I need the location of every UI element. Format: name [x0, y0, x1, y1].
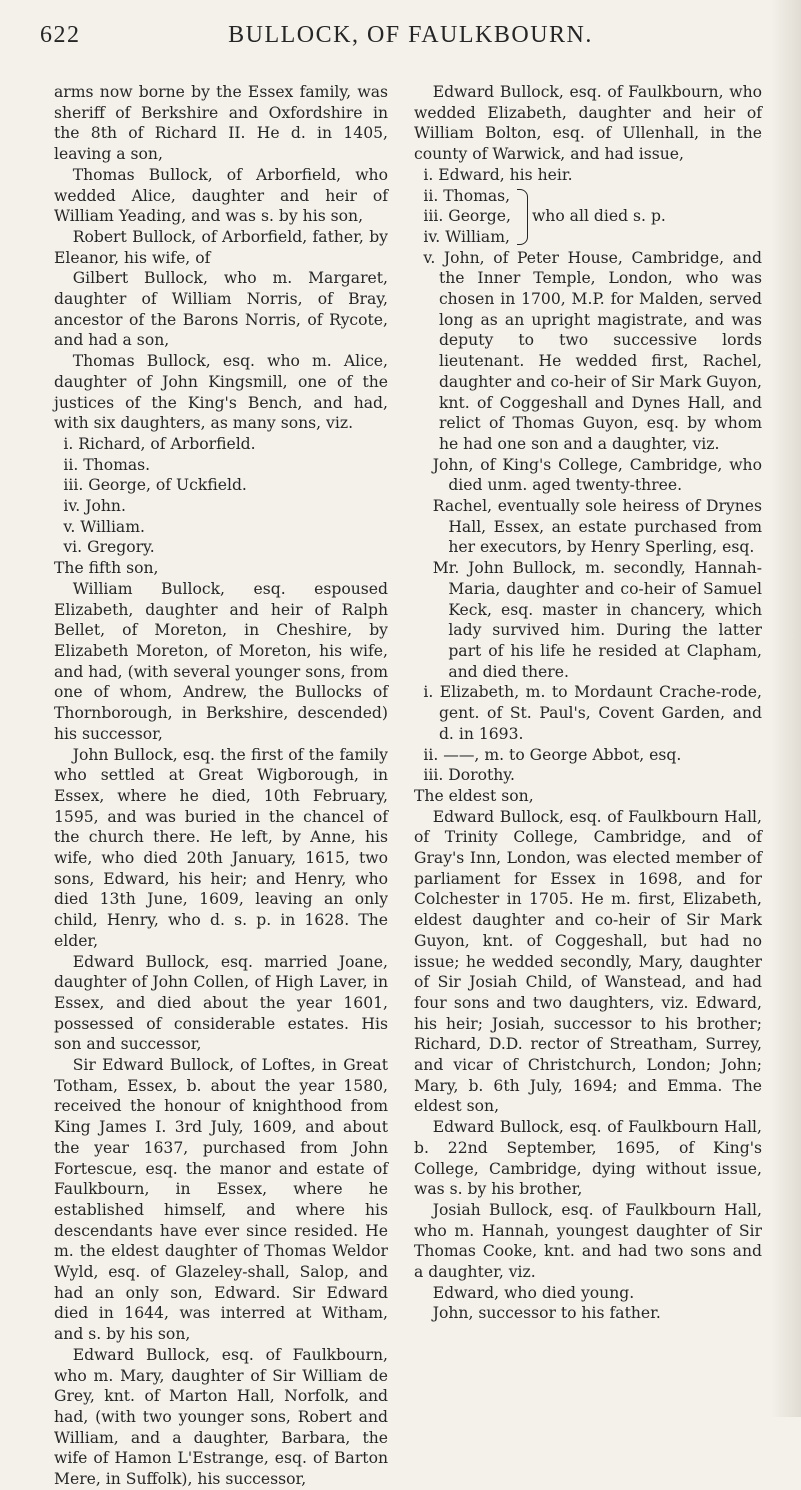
paragraph: John Bullock, esq. the first of the family who settled at Great Wigborough, in Essex, where he died, 10th February, 1595, and was buried in the chancel of the church there. He left, by Anne, his wife, who died 20th January, 1615, two sons, Edward, his heir; and Henry, who died 13th June, 1609, leaving an only child, Henry, who d. s. p. in 1628. The elder,: [54, 745, 388, 950]
paragraph: Thomas Bullock, of Arborfield, who wedded Alice, daughter and heir of William Yeading, and was s. by his son,: [54, 165, 388, 226]
paragraph: The fifth son,: [54, 559, 159, 578]
list-item: iii. George, of Uckfield.: [63, 476, 247, 495]
list-item: iv. William,: [423, 227, 510, 246]
list-item: i. Elizabeth, m. to Mordaunt Crache-rode, gent. of St. Paul's, Covent Garden, and d. in 1693.: [423, 683, 762, 743]
brace-icon: [517, 189, 528, 245]
list-item: Edward, who died young.: [432, 1283, 635, 1302]
paragraph: Thomas Bullock, esq. who m. Alice, daughter of John Kingsmill, one of the justices of the King's Bench, and had, with six daughters, as many sons, viz.: [54, 352, 388, 433]
list-item: ii. Thomas,: [423, 186, 511, 205]
list-item: ii. Thomas.: [63, 455, 151, 474]
list-item: John, successor to his father.: [432, 1304, 661, 1323]
paragraph: Edward Bullock, esq. of Faulkbourn Hall, b. 22nd September, 1695, of King's College, Cambridge, dying without issue, was s. by his brother,: [414, 1118, 762, 1199]
bracketed-sons: [414, 186, 762, 248]
list-item: i. Richard, of Arborfield.: [63, 434, 256, 453]
list-item: iii. George,: [423, 207, 511, 226]
list-item: iv. John.: [63, 497, 126, 516]
brace-list: [423, 186, 511, 248]
list-item: John, of King's College, Cambridge, who died unm. aged twenty-three.: [432, 455, 762, 495]
list-item: i. Edward, his heir.: [423, 165, 573, 184]
paragraph: Edward Bullock, esq. of Faulkbourn Hall, of Trinity College, Cambridge, and of Gray's Inn, London, was elected member of parliament for Essex in 1698, and for Colchester in 1705. He m. first, Elizabeth, eldest daughter and co-heir of Sir Mark Guyon, knt. of Coggeshall, but had no issue; he wedded secondly, Mary, daughter of Sir Josiah Child, of Wanstead, and had four sons and two daughters, viz. Edward, his heir; Josiah, successor to his brother; Richard, D.D. rector of Streatham, Surrey, and vicar of Christchurch, London; John; Mary, b. 6th July, 1694; and Emma. The eldest son,: [414, 807, 762, 1116]
list-item: Rachel, eventually sole heiress of Drynes Hall, Essex, an estate purchased from her executors, by Henry Sperling, esq.: [432, 497, 762, 557]
paragraph: Robert Bullock, of Arborfield, father, by Eleanor, his wife, of: [54, 227, 388, 267]
paragraph: arms now borne by the Essex family, was sheriff of Berkshire and Oxfordshire in the 8th of Richard II. He d. in 1405, leaving a son,: [54, 83, 388, 164]
paragraph: Edward Bullock, esq. of Faulkbourn, who wedded Elizabeth, daughter and heir of William Bolton, esq. of Ullenhall, in the county of Warwick, and had issue,: [414, 83, 762, 164]
list-item: v. John, of Peter House, Cambridge, and the Inner Temple, London, who was chosen in 1700, M.P. for Malden, served long as an upright magistrate, and was deputy to two successive lords lieutenant. He wedded first, Rachel, daughter and co-heir of Sir Mark Guyon, knt. of Coggeshall and Dynes Hall, and relict of Thomas Guyon, esq. by whom he had one son and a daughter, viz.: [423, 248, 762, 453]
paragraph: The eldest son,: [414, 786, 534, 805]
list-item: ii. ——, m. to George Abbot, esq.: [423, 745, 682, 764]
paragraph: William Bullock, esq. espoused Elizabeth, daughter and heir of Ralph Bellet, of Moreton, in Cheshire, by Elizabeth Moreton, of Moreton, his wife, and had, (with several younger sons, from one of whom, Andrew, the Bullocks of Thornborough, in Berkshire, descended) his successor,: [54, 579, 388, 743]
page-number: 622: [40, 22, 81, 48]
running-title: BULLOCK, OF FAULKBOURN.: [228, 22, 593, 48]
list-item: iii. Dorothy.: [423, 766, 515, 785]
paragraph: Edward Bullock, esq. of Faulkbourn, who m. Mary, daughter of Sir William de Grey, knt. of Marton Hall, Norfolk, and had, (with two younger sons, Robert and William, and a daughter, Barbara, the wife of Hamon L'Estrange, esq. of Barton Mere, in Suffolk), his successor,: [54, 1345, 388, 1489]
list-item: Mr. John Bullock, m. secondly, Hannah-Maria, daughter and co-heir of Samuel Keck, esq. master in chancery, which lady survived him. During the latter part of his life he resided at Clapham, and died there.: [432, 559, 762, 681]
brace-note: who all died s. p.: [531, 207, 666, 226]
paragraph: Gilbert Bullock, who m. Margaret, daughter of William Norris, of Bray, ancestor of the Barons Norris, of Rycote, and had a son,: [54, 269, 388, 350]
list-item: vi. Gregory.: [63, 538, 155, 557]
right-column: [414, 82, 762, 1324]
page-edge-shadow: [771, 0, 801, 1417]
list-item: v. William.: [63, 517, 145, 536]
paragraph: Edward Bullock, esq. married Joane, daughter of John Collen, of High Laver, in Essex, and died about the year 1601, possessed of considerable estates. His son and successor,: [54, 952, 388, 1054]
paragraph: Josiah Bullock, esq. of Faulkbourn Hall, who m. Hannah, youngest daughter of Sir Thomas Cooke, knt. and had two sons and a daughter, viz.: [414, 1200, 762, 1282]
left-column: [54, 82, 388, 1490]
paragraph: Sir Edward Bullock, of Loftes, in Great Totham, Essex, b. about the year 1580, received the honour of knighthood from King James I. 3rd July, 1609, and about the year 1637, purchased from John Fortescue, esq. the manor and estate of Faulkbourn, in Essex, where he established himself, and where his descendants have ever since resided. He m. the eldest daughter of Thomas Weldor Wyld, esq. of Glazeley-shall, Salop, and had an only son, Edward. Sir Edward died in 1644, was interred at Witham, and s. by his son,: [54, 1056, 388, 1344]
